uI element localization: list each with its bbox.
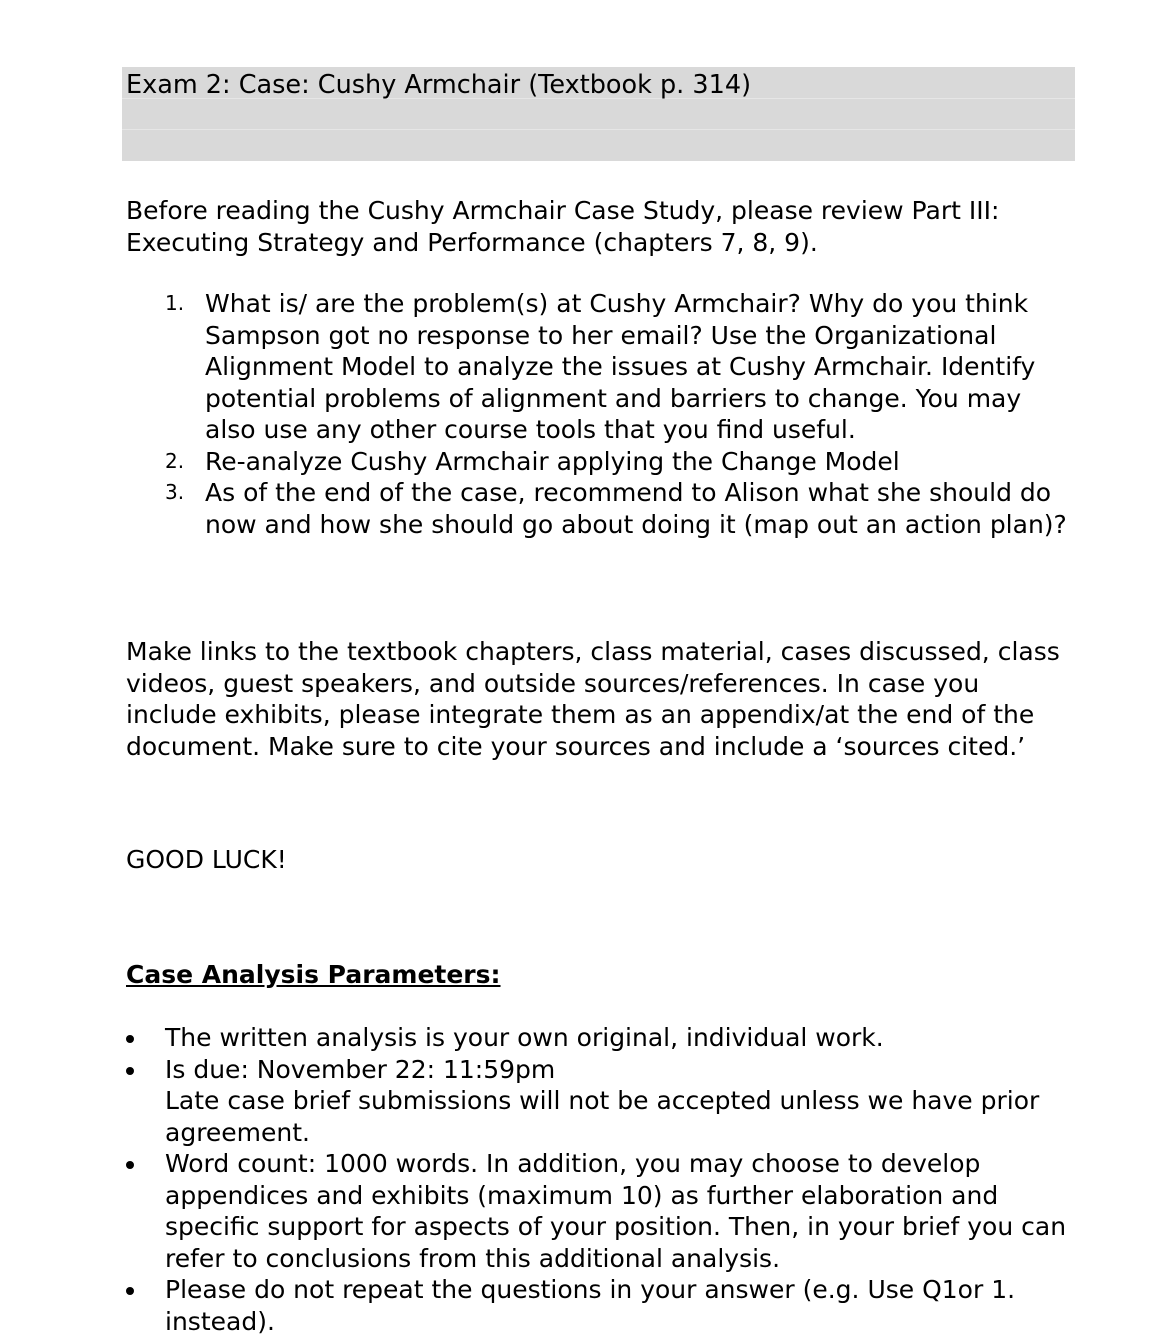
question-item: [126, 446, 1076, 478]
parameter-text: The written analysis is your own original, individual work.: [165, 1023, 884, 1052]
parameter-item: [126, 1054, 1076, 1149]
parameter-text: Is due: November 22: 11:59pm: [165, 1054, 556, 1084]
question-text: What is/ are the problem(s) at Cushy Armchair? Why do you think Sampson got no response to her email? Use the Organizational Alignment Model to analyze the issues at Cushy Armchair. Identify potential problems of alignment and barriers to change. You may also use any other course tools that you find useful.: [205, 289, 1036, 444]
title-banner: [122, 67, 1075, 161]
parameter-item: [126, 1274, 1076, 1337]
banner-divider: [122, 129, 1075, 130]
parameter-item: [126, 1022, 1076, 1054]
parameters-list: [126, 1022, 1076, 1337]
bullet-icon: [126, 1067, 134, 1075]
question-item: [126, 477, 1076, 540]
parameter-text: Word count: 1000 words. In addition, you may choose to develop appendices and exhibits (maximum 10) as further elaboration and specific support for aspects of your position. Then, in your brief you can refer to conclusions from this additional analysis.: [165, 1149, 1067, 1273]
closing-line: GOOD LUCK!: [126, 845, 287, 874]
question-number: 2.: [165, 448, 185, 473]
intro-paragraph: Before reading the Cushy Armchair Case Study, please review Part III: Executing Strategy and Performance (chapters 7, 8, 9).: [126, 196, 1000, 257]
bullet-icon: [126, 1287, 134, 1295]
question-list: [126, 288, 1076, 540]
question-text: As of the end of the case, recommend to Alison what she should do now and how she should go about doing it (map out an action plan)?: [205, 478, 1067, 539]
question-number: 3.: [165, 480, 185, 504]
parameters-heading: Case Analysis Parameters:: [126, 960, 501, 989]
instructions-paragraph: Make links to the textbook chapters, class material, cases discussed, class videos, guest speakers, and outside sources/references. In case you include exhibits, please integrate them as an appendix/at the end of the document. Make sure to cite your sources and include a ‘sources cited.’: [126, 637, 1060, 761]
bullet-icon: [126, 1161, 134, 1169]
bullet-icon: [126, 1035, 134, 1043]
parameter-item: [126, 1148, 1076, 1274]
question-number: 1.: [165, 291, 185, 315]
question-item: [126, 288, 1076, 446]
document-title: Exam 2: Case: Cushy Armchair (Textbook p. 314): [126, 70, 752, 100]
parameter-text: Please do not repeat the questions in your answer (e.g. Use Q1or 1. instead).: [165, 1275, 1016, 1336]
question-text: Re-analyze Cushy Armchair applying the Change Model: [205, 446, 900, 476]
parameter-note: Late case brief submissions will not be accepted unless we have prior agreement.: [165, 1086, 1040, 1147]
